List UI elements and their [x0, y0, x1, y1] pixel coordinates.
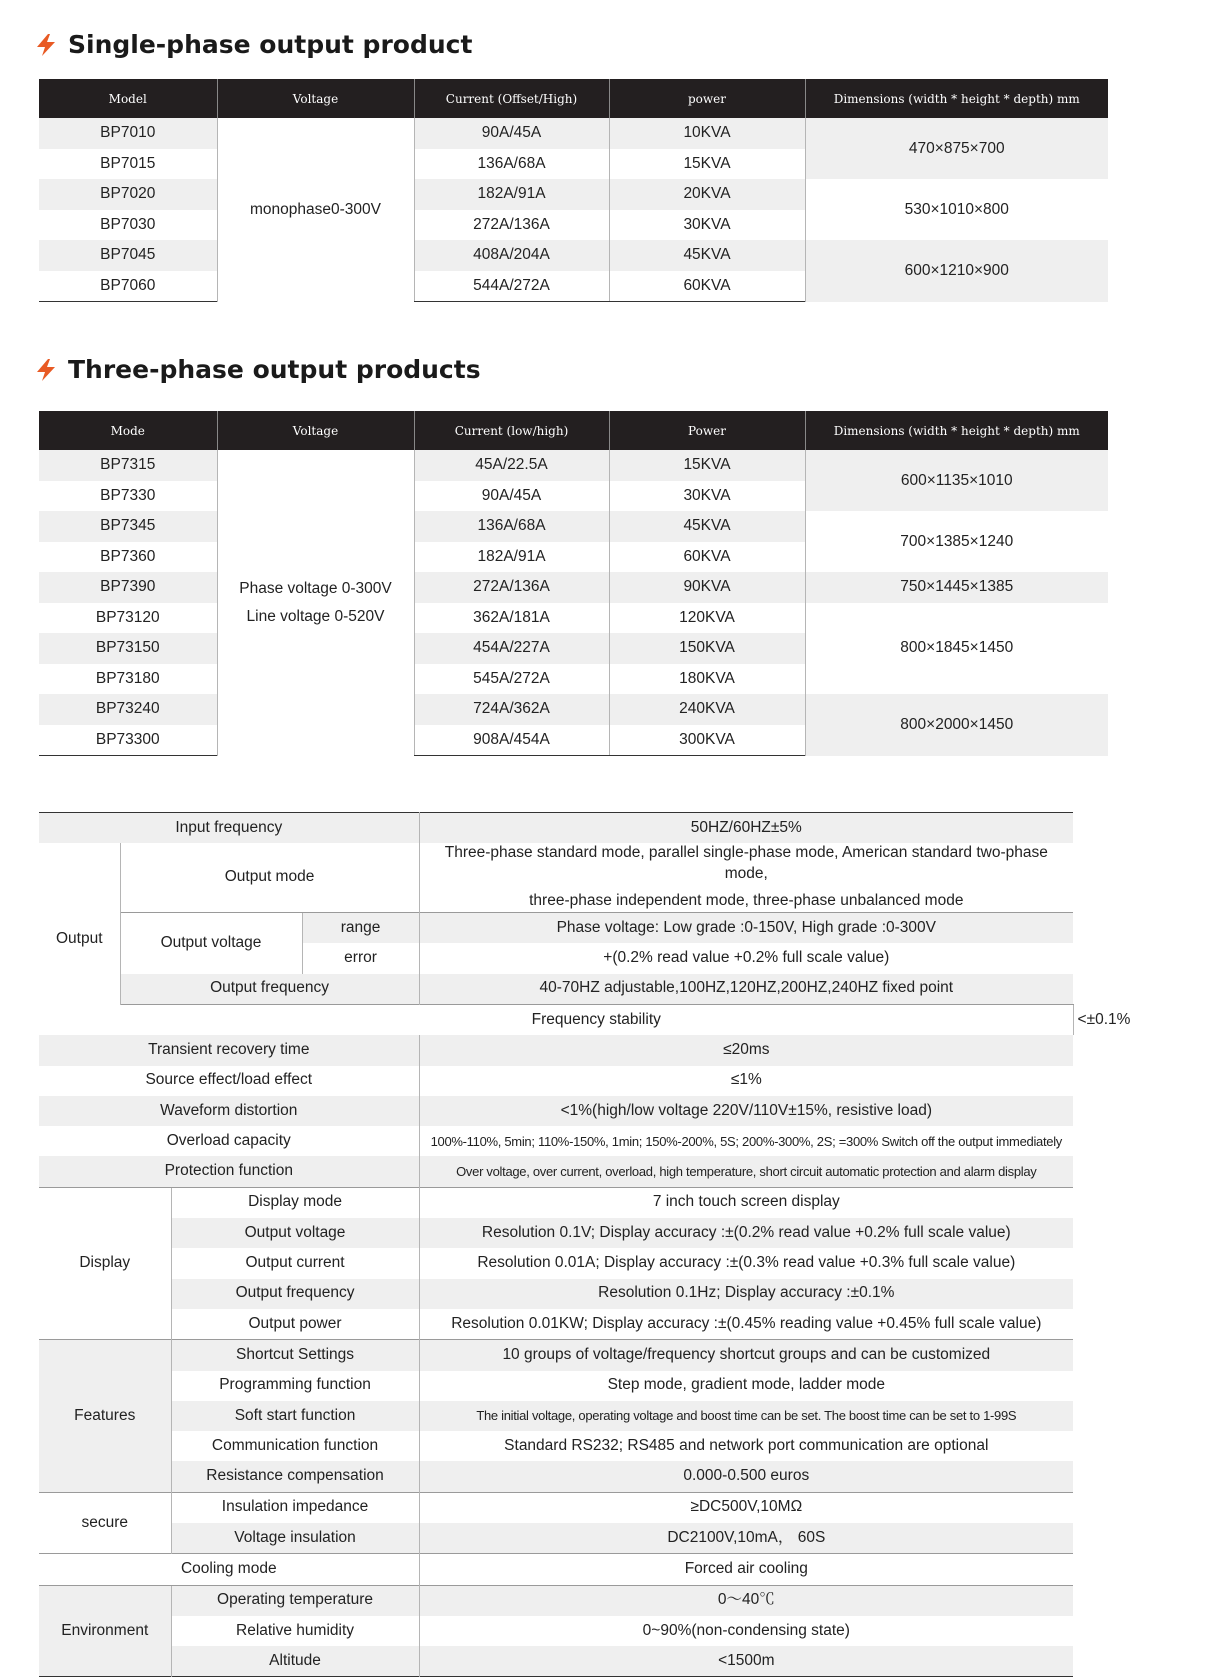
table-row: [39, 1616, 1073, 1646]
table-row: [39, 1340, 1073, 1371]
spec-sublabel: error: [302, 943, 419, 973]
table-row: [39, 694, 1108, 725]
table-header-row: [39, 79, 1108, 118]
current-cell: 90A/45A: [414, 481, 609, 512]
dimension-cell: 800×1845×1450: [805, 603, 1108, 695]
power-cell: 45KVA: [609, 240, 805, 271]
current-cell: 362A/181A: [414, 603, 609, 634]
model-cell: BP7345: [39, 511, 217, 542]
table-row: [39, 603, 1108, 634]
spec-label: Operating temperature: [171, 1585, 419, 1616]
spec-label: Source effect/load effect: [145, 1071, 313, 1089]
spec-value: Resolution 0.01A; Display accuracy :±(0.3% read value +0.3% full scale value): [419, 1248, 1073, 1278]
table-row: [39, 572, 1108, 603]
table-row: [39, 1492, 1073, 1523]
current-cell: 45A/22.5A: [414, 450, 609, 481]
single-phase-table: [39, 79, 1108, 302]
table-row: [39, 1126, 1073, 1156]
power-cell: 120KVA: [609, 603, 805, 634]
table-row: [39, 813, 1073, 844]
spec-label: Output power: [171, 1309, 419, 1340]
table-row: [39, 843, 1073, 912]
single-phase-section-title: [36, 30, 472, 59]
spec-label: Output voltage: [171, 1218, 419, 1248]
column-header: Dimensions (width * height * depth) mm: [805, 411, 1108, 450]
spec-group-label: Output: [39, 843, 120, 1035]
table-row: [39, 1371, 1073, 1401]
spec-label: Waveform distortion: [39, 1096, 419, 1126]
spec-label: Insulation impedance: [171, 1492, 419, 1523]
lightning-bolt-icon: [36, 34, 56, 56]
spec-value: Standard RS232; RS485 and network port communication are optional: [419, 1431, 1073, 1461]
spec-label: Output mode: [120, 843, 419, 912]
spec-group-label: Environment: [39, 1585, 171, 1677]
current-cell: 272A/136A: [414, 210, 609, 241]
three-phase-title: Three-phase output products: [68, 355, 481, 384]
power-cell: 150KVA: [609, 633, 805, 664]
dimension-cell: 600×1210×900: [805, 240, 1108, 302]
phase-voltage: Phase voltage 0-300V: [239, 579, 392, 597]
power-cell: 30KVA: [609, 210, 805, 241]
model-cell: BP7360: [100, 547, 156, 565]
spec-group-label: Features: [39, 1340, 171, 1492]
spec-value: ≤20ms: [419, 1035, 1073, 1065]
spec-value-line: three-phase independent mode, three-phase unbalanced mode: [529, 892, 964, 910]
model-cell: BP73120: [95, 608, 160, 626]
column-header: Power: [609, 411, 805, 450]
spec-sublabel: range: [302, 913, 419, 944]
single-phase-title: Single-phase output product: [68, 30, 473, 59]
dimension-cell: 800×2000×1450: [805, 694, 1108, 756]
power-cell: 60KVA: [609, 271, 805, 302]
three-phase-table: [39, 411, 1108, 756]
table-row: [39, 450, 1108, 481]
table-row: [39, 1248, 1073, 1278]
current-cell: 908A/454A: [414, 725, 609, 756]
table-row: [39, 1523, 1073, 1554]
spec-label: Output voltage: [120, 913, 302, 974]
spec-value: 40-70HZ adjustable,100HZ,120HZ,200HZ,240HZ fixed point: [419, 974, 1073, 1005]
spec-label: Frequency stability: [120, 1004, 1073, 1035]
table-row: [39, 1431, 1073, 1461]
column-header: Current (Offset/High): [414, 79, 609, 118]
column-header: Current (low/high): [414, 411, 609, 450]
current-cell: 544A/272A: [414, 271, 609, 302]
current-cell: 182A/91A: [414, 179, 609, 210]
current-cell: 90A/45A: [414, 118, 609, 149]
model-cell: BP7020: [39, 179, 217, 210]
table-row: [39, 1279, 1073, 1309]
power-cell: 45KVA: [609, 511, 805, 542]
spec-label: Resistance compensation: [171, 1461, 419, 1492]
line-voltage: Line voltage 0-520V: [246, 607, 385, 625]
spec-value: [419, 843, 1073, 912]
spec-label: Transient recovery time: [39, 1035, 419, 1065]
spec-label: Output frequency: [120, 974, 419, 1005]
table-row: [39, 1187, 1073, 1218]
model-cell: BP7015: [100, 154, 156, 172]
model-cell: BP7390: [39, 572, 217, 603]
power-cell: 15KVA: [609, 149, 805, 180]
power-cell: 30KVA: [609, 481, 805, 512]
model-cell: BP73150: [39, 633, 217, 664]
table-row: [39, 1554, 1073, 1585]
table-row: [39, 1585, 1073, 1616]
spec-value: 50HZ/60HZ±5%: [419, 813, 1073, 844]
three-phase-section-title: [36, 355, 481, 384]
dimension-cell: 600×1135×1010: [805, 450, 1108, 511]
dimension-cell: 530×1010×800: [805, 179, 1108, 240]
power-cell: 300KVA: [609, 725, 805, 756]
table-row: [39, 1461, 1073, 1492]
table-row: [39, 1035, 1073, 1065]
spec-value: Step mode, gradient mode, ladder mode: [419, 1371, 1073, 1401]
current-cell: 408A/204A: [414, 240, 609, 271]
table-row: [39, 1309, 1073, 1340]
column-header: Model: [39, 79, 217, 118]
model-cell: BP7315: [39, 450, 217, 481]
table-row: [39, 1066, 1073, 1096]
model-cell: BP7330: [100, 486, 156, 504]
table-row: [39, 913, 1073, 944]
current-cell: 724A/362A: [414, 694, 609, 725]
spec-label: Altitude: [171, 1646, 419, 1677]
spec-label: Shortcut Settings: [171, 1340, 419, 1371]
spec-value: 7 inch touch screen display: [419, 1187, 1073, 1218]
table-header-row: [39, 411, 1108, 450]
lightning-bolt-icon: [36, 359, 56, 381]
spec-value: Phase voltage: Low grade :0-150V, High grade :0-300V: [419, 913, 1073, 944]
spec-value: ≥DC500V,10MΩ: [419, 1492, 1073, 1523]
table-row: [39, 1096, 1073, 1126]
spec-value: Resolution 0.01KW; Display accuracy :±(0.45% reading value +0.45% full scale value): [419, 1309, 1073, 1340]
spec-label: Communication function: [171, 1431, 419, 1461]
table-row: [39, 1401, 1073, 1431]
spec-group-label: secure: [39, 1492, 171, 1554]
dimension-cell: 750×1445×1385: [805, 572, 1108, 603]
spec-label: Relative humidity: [171, 1616, 419, 1646]
spec-value: 0.000-0.500 euros: [419, 1461, 1073, 1492]
spec-label: Display mode: [171, 1187, 419, 1218]
current-cell: 136A/68A: [414, 511, 609, 542]
spec-value: Over voltage, over current, overload, high temperature, short circuit automatic protection and alarm display: [419, 1156, 1073, 1187]
spec-group-label: Display: [39, 1187, 171, 1339]
spec-value: <1%(high/low voltage 220V/110V±15%, resistive load): [419, 1096, 1073, 1126]
spec-value: Resolution 0.1V; Display accuracy :±(0.2% read value +0.2% full scale value): [419, 1218, 1073, 1248]
power-cell: 180KVA: [609, 664, 805, 695]
column-header: power: [609, 79, 805, 118]
spec-label: Soft start function: [171, 1401, 419, 1431]
model-cell: BP7060: [39, 271, 217, 302]
model-cell: BP73180: [95, 669, 160, 687]
column-header: Mode: [39, 411, 217, 450]
model-cell: BP7010: [39, 118, 217, 149]
model-cell: BP7030: [100, 215, 156, 233]
spec-label: Voltage insulation: [171, 1523, 419, 1554]
table-row: [39, 511, 1108, 542]
spec-label: Protection function: [39, 1156, 419, 1187]
column-header: Voltage: [217, 79, 414, 118]
model-cell: BP73300: [39, 725, 217, 756]
spec-value-line: Three-phase standard mode, parallel single-phase mode, American standard two-phase mode,: [444, 844, 1048, 883]
spec-value: <1500m: [419, 1646, 1073, 1677]
table-row: [39, 118, 1108, 149]
spec-value: +(0.2% read value +0.2% full scale value): [419, 943, 1073, 973]
table-row: [39, 240, 1108, 271]
spec-value: 100%-110%, 5min; 110%-150%, 1min; 150%-200%, 5S; 200%-300%, 2S; =300% Switch off the output immediately: [419, 1126, 1073, 1156]
column-header: Dimensions (width * height * depth) mm: [805, 79, 1108, 118]
voltage-cell: [217, 450, 414, 756]
spec-label: Output current: [171, 1248, 419, 1278]
spec-value: Resolution 0.1Hz; Display accuracy :±0.1%: [419, 1279, 1073, 1309]
spec-label: Output frequency: [171, 1279, 419, 1309]
dimension-cell: 470×875×700: [805, 118, 1108, 179]
voltage-cell: monophase0-300V: [217, 118, 414, 302]
spec-value: 0～40℃: [419, 1585, 1073, 1616]
table-row: Frequency stability <±0.1%: [39, 1004, 1073, 1035]
model-cell: BP73240: [39, 694, 217, 725]
spec-value: ≤1%: [419, 1066, 1073, 1096]
spec-value: Forced air cooling: [419, 1554, 1073, 1585]
power-cell: 60KVA: [609, 542, 805, 573]
power-cell: 20KVA: [609, 179, 805, 210]
power-cell: 10KVA: [609, 118, 805, 149]
current-cell: 454A/227A: [414, 633, 609, 664]
current-cell: 136A/68A: [414, 149, 609, 180]
power-cell: 240KVA: [609, 694, 805, 725]
current-cell: 545A/272A: [414, 664, 609, 695]
spec-value: DC2100V,10mA， 60S: [419, 1523, 1073, 1554]
model-cell: BP7045: [39, 240, 217, 271]
table-row: [39, 1646, 1073, 1677]
dimension-cell: 700×1385×1240: [805, 511, 1108, 572]
current-cell: 182A/91A: [414, 542, 609, 573]
power-cell: 15KVA: [609, 450, 805, 481]
spec-label: Cooling mode: [39, 1554, 419, 1585]
specifications-table: [39, 812, 1131, 1677]
table-row: [39, 179, 1108, 210]
spec-value: The initial voltage, operating voltage and boost time can be set. The boost time can be set to 1-99S: [419, 1401, 1073, 1431]
spec-value: 10 groups of voltage/frequency shortcut groups and can be customized: [419, 1340, 1073, 1371]
current-cell: 272A/136A: [414, 572, 609, 603]
spec-label: Overload capacity: [166, 1131, 291, 1149]
spec-label: Input frequency: [39, 813, 419, 844]
power-cell: 90KVA: [609, 572, 805, 603]
table-row: [39, 974, 1073, 1005]
column-header: Voltage: [217, 411, 414, 450]
spec-value: 0~90%(non-condensing state): [419, 1616, 1073, 1646]
spec-label: Programming function: [171, 1371, 419, 1401]
table-row: [39, 1156, 1073, 1187]
table-row: [39, 1218, 1073, 1248]
